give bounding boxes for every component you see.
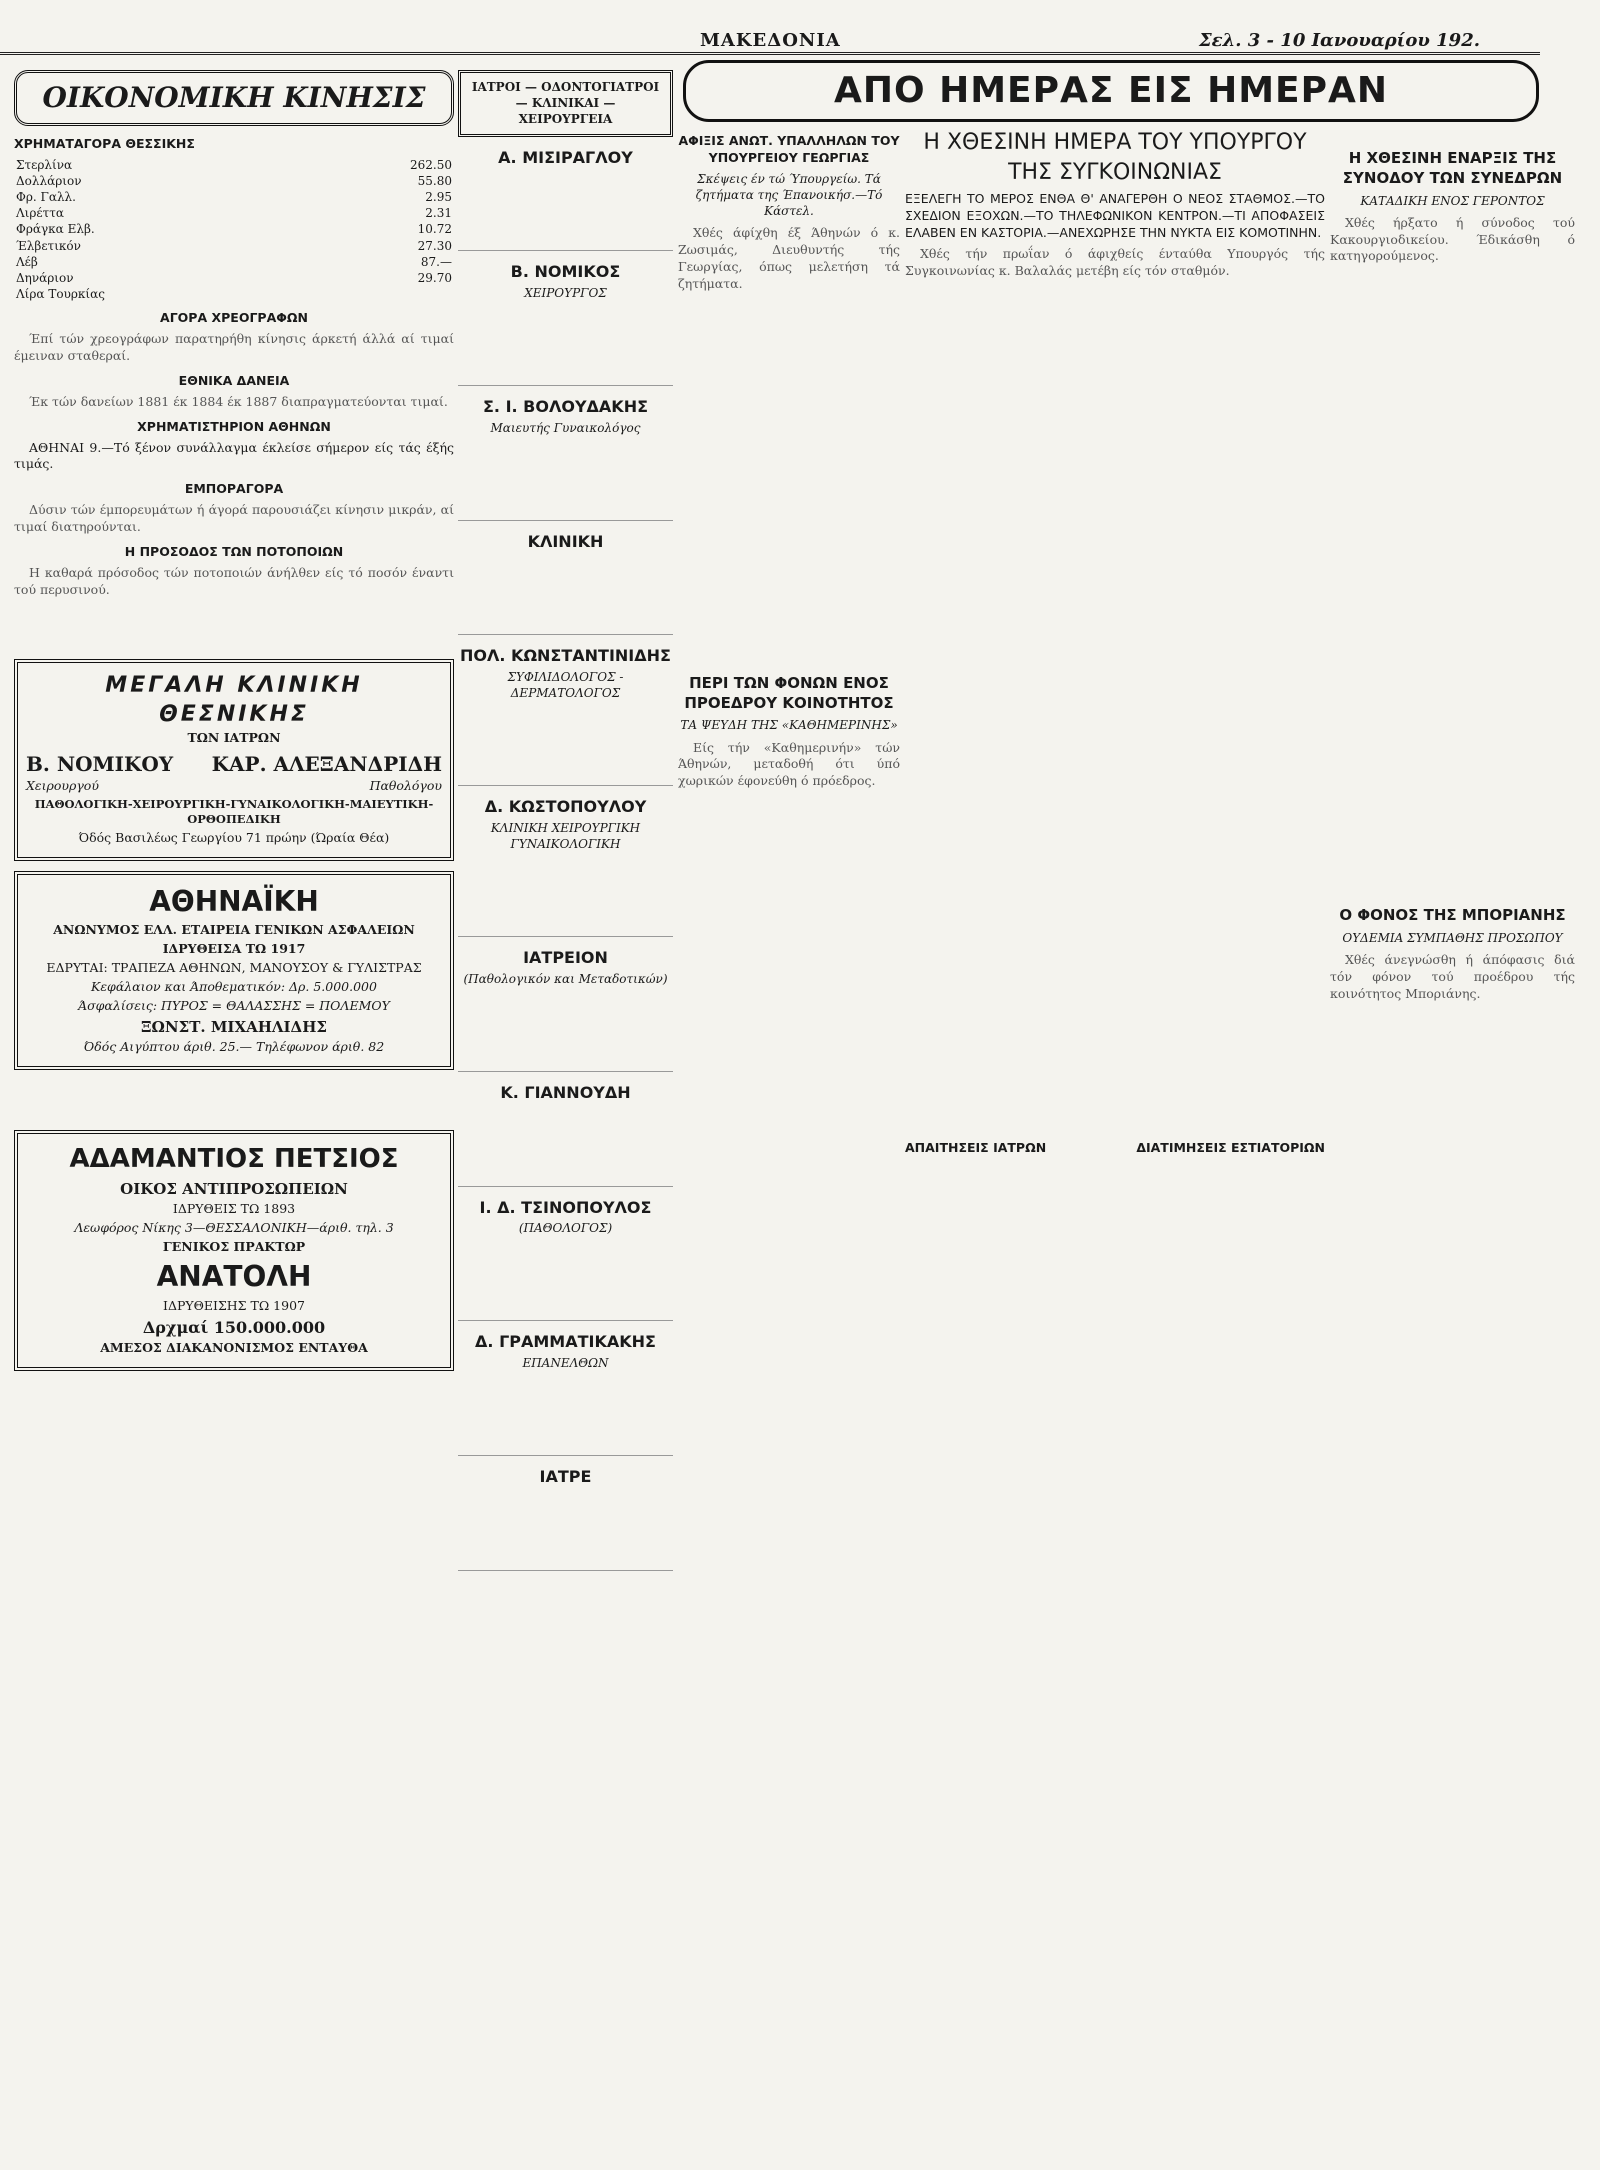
quote-value: 10.72	[417, 222, 452, 237]
athinaiki-agent-address: Όδός Αιγύπτου άριθ. 25.— Τηλέφωνον άριθ. 82	[83, 1039, 385, 1055]
doctors-column	[458, 70, 673, 1575]
petsios-address: Λεωφόρος Νίκης 3—ΘΕΣΣΑΛΟΝΙΚΗ—άριθ. τηλ. 3	[74, 1220, 394, 1236]
synod-subtitle: ΚΑΤΑΔΙΚΗ ΕΝΟΣ ΓΕΡΟΝΤΟΣ	[1360, 193, 1545, 208]
athinaiki-agent: ΞΩΝΣΤ. ΜΙΧΑΗΛΙΔΗΣ	[141, 1017, 327, 1036]
doctor-name: Α. ΜΙΣΙΡΑΓΛΟΥ	[498, 147, 633, 167]
athens-exchange-text: ΑΘΗΝΑΙ 9.—Τό ξένον συνάλλαγμα έκλείσε σήμερον είς τάς έξής τιμάς.	[14, 439, 454, 472]
quote-currency: Φρ. Γαλλ.	[16, 190, 76, 205]
doctor-name: ΚΛΙΝΙΚΗ	[527, 531, 604, 551]
income-text: Η καθαρά πρόσοδος τών ποτοποιών άνήλθεν είς τό ποσόν έναντι τού περυσινού.	[14, 564, 454, 597]
quote-value: 87.—	[420, 254, 452, 269]
doctor-name: ΙΑΤΡΕ	[539, 1467, 592, 1487]
art3-text: Χθές τήν πρωΐαν ό άφιχθείς ένταύθα Υπουργός τής Συγκοινωνίας κ. Βαλαλάς μετέβη είς τόν σταθμόν.	[905, 246, 1325, 278]
agriculture-column	[678, 125, 900, 794]
quote-value: 55.80	[417, 173, 452, 188]
quote-row	[14, 173, 454, 189]
quote-row	[14, 189, 454, 205]
doctor-ad-body	[458, 305, 673, 386]
petsios-ad	[14, 1130, 454, 1371]
petsios-company: ΑΝΑΤΟΛΗ	[156, 1259, 312, 1293]
athens-exchange-title: ΧΡΗΜΑΤΙΣΤΗΡΙΟΝ ΑΘΗΝΩΝ	[137, 418, 331, 434]
quote-currency: Λιρέττα	[16, 206, 65, 221]
doctor-ad-body	[458, 705, 673, 786]
doctor-ad-body	[458, 1106, 673, 1187]
synod-title: Η ΧΘΕΣΙΝΗ ΕΝΑΡΞΙΣ ΤΗΣ ΣΥΝΟΔΟΥ ΤΩΝ ΣΥΝΕΔΡΩΝ	[1342, 149, 1563, 188]
petsios-role: ΓΕΝΙΚΟΣ ΠΡΑΚΤΩΡ	[162, 1239, 306, 1255]
art2-subtitle: ΤΑ ΨΕΥΔΗ ΤΗΣ «ΚΑΘΗΜΕΡΙΝΗΣ»	[680, 718, 898, 733]
doctor-ad-body	[458, 991, 673, 1072]
national-loans-text: Έκ τών δανείων 1881 έκ 1884 έκ 1887 διαπραγματεύονται τιμαί.	[29, 393, 448, 409]
clinic-doctor-2: ΚΑΡ. ΑΛΕΞΑΝΔΡΙΔΗ	[211, 751, 442, 776]
art3-lead: ΕΞΕΛΕΓΗ ΤΟ ΜΕΡΟΣ ΕΝΘΑ Θ' ΑΝΑΓΕΡΘΗ Ο ΝΕΟΣ ΣΤΑΘΜΟΣ.—ΤΟ ΣΧΕΔΙΟΝ ΕΞΟΧΩΝ.—ΤΟ ΤΗΛΕΦΩΝΙΚΟΝ ΚΕΝΤΡΟΝ.—ΤΙ ΑΠΟΦΑΣΕΙΣ ΕΛΑΒΕΝ ΕΝ ΚΑΣΤΟΡΙΑ.—ΑΝΕΧΩΡΗΣΕ ΤΗΝ ΝΥΚΤΑ ΕΙΣ ΚΟΜΟΤΙΝΗΝ.	[905, 191, 1325, 241]
petsios-footer: ΑΜΕΣΟΣ ΔΙΑΚΑΝΟΝΙΣΜΟΣ ΕΝΤΑΥΘΑ	[100, 1340, 368, 1356]
bonds-section-title: ΑΓΟΡΑ ΧΡΕΟΓΡΑΦΩΝ	[160, 310, 308, 326]
doctor-name: Σ. Ι. ΒΟΛΟΥΔΑΚΗΣ	[482, 396, 649, 416]
quote-row	[14, 254, 454, 270]
athinaiki-founded: ΙΔΡΥΘΕΙΣΑ ΤΩ 1917	[162, 941, 306, 957]
doctor-role: (Παθολογικόν και Μεταδοτικών)	[463, 971, 668, 986]
art2-text: Είς τήν «Καθημερινήν» τών Άθηνών, μεταδοθή ότι ύπό χωρικών έφονεύθη ό πρόεδρος.	[678, 739, 900, 789]
quote-row	[14, 157, 454, 173]
income-section-title: Η ΠΡΟΣΟΔΟΣ ΤΩΝ ΠΟΤΟΠΟΙΩΝ	[124, 543, 344, 559]
art4-title: ΑΠΑΙΤΗΣΕΙΣ ΙΑΤΡΩΝ	[905, 1139, 1047, 1155]
transport-column	[905, 120, 1325, 1161]
athinaiki-ad	[14, 871, 454, 1070]
bonds-text: Έπί τών χρεογράφων παρατηρήθη κίνησις άρκετή άλλά αί τιμαί έμειναν σταθεραί.	[14, 331, 454, 364]
athinaiki-subtitle: ΑΝΩΝΥΜΟΣ ΕΛΛ. ΕΤΑΙΡΕΙΑ ΓΕΝΙΚΩΝ ΑΣΦΑΛΕΙΩΝ	[53, 922, 415, 938]
main-section-title: ΑΠΟ ΗΜΕΡΑΣ ΕΙΣ ΗΜΕΡΑΝ	[683, 60, 1539, 122]
synod-text: Χθές ήρξατο ή σύνοδος τού Κακουργιοδικείου. Έδικάσθη ό κατηγορούμενος.	[1330, 214, 1575, 264]
art2-title: ΠΕΡΙ ΤΩΝ ΦΟΝΩΝ ΕΝΟΣ ΠΡΟΕΔΡΟΥ ΚΟΙΝΟΤΗΤΟΣ	[684, 673, 894, 713]
murder-title: Ο ΦΟΝΟΣ ΤΗΣ ΜΠΟΡΙΑΝΗΣ	[1339, 906, 1566, 925]
quote-value: 2.95	[425, 190, 452, 205]
quote-currency: Στερλίνα	[16, 157, 73, 172]
currency-quotes-table	[14, 157, 454, 303]
doctor-ad-body	[458, 1240, 673, 1321]
clinic-ad-title: ΜΕΓΑΛΗ ΚΛΙΝΙΚΗ ΘΕΣΝΙΚΗΣ	[105, 672, 363, 728]
petsios-founded: ΙΔΡΥΘΕΙΣ ΤΩ 1893	[172, 1201, 296, 1217]
athinaiki-title: ΑΘΗΝΑΪΚΗ	[149, 884, 319, 918]
doctor-role: Μαιευτής Γυναικολόγος	[490, 420, 641, 435]
quote-row	[14, 221, 454, 237]
clinic-address: Όδός Βασιλέως Γεωργίου 71 πρώην (Ώραία Θέα)	[78, 829, 390, 845]
doctor-ad-body	[458, 440, 673, 521]
quote-row	[14, 270, 454, 286]
athinaiki-seat: ΕΔΡΥΤΑΙ: ΤΡΑΠΕΖΑ ΑΘΗΝΩΝ, ΜΑΝΟΥΣΟΥ & ΓΥΛΙΣΤΡΑΣ	[46, 960, 422, 976]
petsios-company-founded: ΙΔΡΥΘΕΙΣΗΣ ΤΩ 1907	[163, 1297, 305, 1313]
doctor-ad-body	[458, 1375, 673, 1456]
art3-title: Η ΧΘΕΣΙΝΗ ΗΜΕΡΑ ΤΟΥ ΥΠΟΥΡΓΟΥ ΤΗΣ ΣΥΓΚΟΙΝΩΝΙΑΣ	[923, 130, 1307, 185]
top-rule	[0, 52, 1540, 55]
economy-column	[14, 70, 454, 1381]
clinic-ad-subtitle: ΤΩΝ ΙΑΤΡΩΝ	[187, 729, 281, 745]
quote-currency: Δολλάριον	[16, 173, 82, 188]
quote-currency: Λίρα Τουρκίας	[16, 287, 105, 302]
doctor-name: Β. ΝΟΜΙΚΟΣ	[510, 262, 621, 282]
doctors-header: ΙΑΤΡΟΙ — ΟΔΟΝΤΟΓΙΑΤΡΟΙ — ΚΛΙΝΙΚΑΙ — ΧΕΙΡΟΥΡΓΕΙΑ	[458, 70, 673, 137]
doctor-role: ΣΥΦΙΛΙΔΟΛΟΓΟΣ - ΔΕΡΜΑΤΟΛΟΓΟΣ	[507, 669, 624, 701]
doctors-list	[458, 147, 673, 1571]
doctor-role: ΧΕΙΡΟΥΡΓΟΣ	[524, 285, 607, 300]
quote-value: 29.70	[417, 270, 452, 285]
doctor-role: ΕΠΑΝΕΛΘΩΝ	[522, 1356, 609, 1370]
quote-value: 262.50	[410, 157, 452, 172]
quote-value	[308, 286, 454, 302]
newspaper-masthead: ΜΑΚΕΔΟΝΙΑ	[700, 30, 841, 51]
petsios-subtitle: ΟΙΚΟΣ ΑΝΤΙΠΡΟΣΩΠΕΙΩΝ	[120, 1180, 348, 1199]
clinic-doctor-1-role: Χειρουργού	[26, 777, 99, 793]
clinic-specialties: ΠΑΘΟΛΟΓΙΚΗ-ΧΕΙΡΟΥΡΓΙΚΗ-ΓΥΝΑΙΚΟΛΟΓΙΚΗ-ΜΑΙΕΥΤΙΚΗ-ΟΡΘΟΠΕΔΙΚΗ	[34, 796, 434, 827]
clinic-ad	[14, 659, 454, 861]
commodity-market-text: Δύσιν τών έμπορευμάτων ή άγορά παρουσιάζει κίνησιν μικράν, αί τιμαί διατηρούνται.	[14, 502, 454, 535]
petsios-capital: Δρχμαί 150.000.000	[142, 1317, 326, 1337]
doctor-role: ΚΛΙΝΙΚΗ ΧΕΙΡΟΥΡΓΙΚΗ ΓΥΝΑΙΚΟΛΟΓΙΚΗ	[490, 820, 641, 852]
quote-currency: Έλβετικόν	[16, 238, 81, 253]
issue-date: Σελ. 3 - 10 Ιανουαρίου 192.	[1198, 30, 1480, 51]
quote-row	[14, 238, 454, 254]
doctor-ad-body	[458, 170, 673, 251]
quote-value: 27.30	[417, 238, 452, 253]
doctor-ad-body	[458, 1490, 673, 1571]
quote-currency: Λέβ	[16, 254, 38, 269]
quote-value: 2.31	[425, 206, 452, 221]
doctor-name: Κ. ΓΙΑΝΝΟΥΔΗ	[500, 1083, 631, 1103]
athinaiki-capital: Κεφάλαιον και Άποθεματικόν: Δρ. 5.000.000	[91, 979, 377, 995]
art1-text: Χθές άφίχθη έξ Άθηνών ό κ. Ζωσιμάς, Διευθυντής τής Γεωργίας, όπως μελετήση τά ζητήματα.	[678, 225, 900, 291]
clinic-doctor-1: Β. ΝΟΜΙΚΟΥ	[26, 751, 174, 776]
murder-text: Χθές άνεγνώσθη ή άπόφασις διά τόν φόνον τού προέδρου τής κοινότητος Μποριάνης.	[1330, 951, 1575, 1001]
doctor-name: Δ. ΚΩΣΤΟΠΟΥΛΟΥ	[484, 797, 647, 817]
commodity-market-title: ΕΜΠΟΡΑΓΟΡΑ	[184, 481, 284, 497]
synod-column	[1330, 140, 1575, 1006]
athinaiki-insurances: Άσφαλίσεις: ΠΥΡΟΣ = ΘΑΛΑΣΣΗΣ = ΠΟΛΕΜΟΥ	[78, 997, 390, 1013]
clinic-doctor-2-role: Παθολόγου	[369, 777, 442, 793]
quote-currency: Φράγκα Ελβ.	[16, 222, 95, 237]
national-loans-title: ΕΘΝΙΚΑ ΔΑΝΕΙΑ	[178, 372, 290, 388]
doctor-name: ΙΑΤΡΕΙΟΝ	[523, 948, 608, 968]
stock-exchange-title: ΧΡΗΜΑΤΑΓΟΡΑ ΘΕΣΣΙΚΗΣ	[14, 135, 195, 151]
quote-row	[14, 286, 454, 302]
art1-subtitle: Σκέψεις έν τώ Ύπουργείω. Τά ζητήματα της Έπανοικήσ.—Τό Κάστελ.	[695, 171, 883, 219]
doctor-name: Ι. Δ. ΤΣΙΝΟΠΟΥΛΟΣ	[479, 1197, 652, 1217]
doctor-name: ΠΟΛ. ΚΩΝΣΤΑΝΤΙΝΙΔΗΣ	[460, 646, 671, 666]
quote-currency: Δηνάριον	[16, 270, 74, 285]
doctor-ad-body	[458, 554, 673, 635]
doctor-name: Δ. ΓΡΑΜΜΑΤΙΚΑΚΗΣ	[475, 1332, 656, 1352]
art5-title: ΔΙΑΤΙΜΗΣΕΙΣ ΕΣΤΙΑΤΟΡΙΩΝ	[1136, 1139, 1325, 1155]
petsios-title: ΑΔΑΜΑΝΤΙΟΣ ΠΕΤΣΙΟΣ	[69, 1143, 399, 1174]
doctor-ad-body	[458, 856, 673, 937]
quote-row	[14, 205, 454, 221]
economy-header: ΟΙΚΟΝΟΜΙΚΗ ΚΙΝΗΣΙΣ	[14, 70, 454, 126]
art1-title: ΑΦΙΞΙΣ ΑΝΩΤ. ΥΠΑΛΛΗΛΩΝ ΤΟΥ ΥΠΟΥΡΓΕΙΟΥ ΓΕΩΡΓΙΑΣ	[678, 133, 900, 165]
murder-subtitle: ΟΥΔΕΜΙΑ ΣΥΜΠΑΘΗΣ ΠΡΟΣΩΠΟΥ	[1342, 930, 1563, 945]
doctor-role: (ΠΑΘΟΛΟΓΟΣ)	[518, 1221, 613, 1236]
